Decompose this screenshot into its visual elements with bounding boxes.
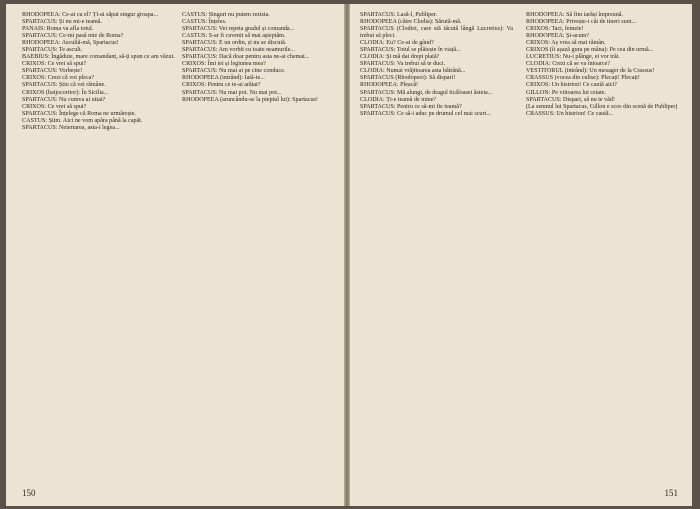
dialogue-line: VESTITORUL (intrând): Un mesager de la Crassus!	[526, 68, 655, 75]
dialogue-line: SPARTACUS: Neiertarea, asta-i legea...	[22, 124, 120, 131]
dialogue-line: CRIXOS: Ce vrei să spui?	[22, 61, 87, 68]
dialogue-line: CRIXOS: Ce vrei să spui?	[22, 103, 87, 110]
dialogue-line: PANAIS: Roma va afla totul.	[22, 26, 94, 33]
left-page	[6, 4, 344, 506]
right-page-column-1	[360, 12, 513, 118]
dialogue-line: SPARTACUS: Totul se plătește în viață...	[360, 47, 461, 54]
dialogue-line: SPARTACUS (Clodiei, care stă tăcută lângă Lucretius): Va trebui să pleci.	[360, 26, 513, 40]
dialogue-line: RHODOPEEA (intrând): Iată-te...	[182, 75, 265, 82]
dialogue-line: CRIXOS: Taci, femeie!	[526, 26, 584, 33]
left-page-column-2	[182, 12, 335, 104]
dialogue-line: CRASSUS (vocea din culise): Plecați! Plecați!	[526, 75, 640, 82]
right-page-number: 151	[664, 488, 678, 498]
dialogue-line: SPARTACUS: E un ordin, și nu se discută.	[182, 40, 287, 47]
dialogue-line: RHODOPEEA: Privește-i cât de tineri sunt...	[526, 19, 637, 26]
dialogue-line: CRIXOS: Un histrion! Ce caută aici?	[526, 82, 617, 89]
dialogue-line: CRIXOS: Îmi iei și legiunea mea?	[182, 61, 266, 68]
dialogue-line: CLODIA: Numai vrăjitoarea asta bătrână...	[360, 68, 466, 75]
dialogue-line: SPARTACUS: Dispari, să nu te văd!	[526, 96, 615, 103]
dialogue-line: CRIXOS: Pentru ce te-ai arătat?	[182, 82, 261, 89]
dialogue-line: RHODOPEEA: Ce-ai cu el? Ți-ai săpat singur groapa...	[22, 12, 159, 18]
dialogue-line: SPARTACUS: Va trebui să te duci.	[360, 61, 446, 68]
dialogue-line: SPARTACUS: Am vorbit cu toate neamurile...	[182, 47, 296, 54]
dialogue-line: RHODOPEEA: Ascultă-mă, Spartacus!	[22, 40, 119, 47]
dialogue-line: RHODOPEEA (către Clodia): Sărută-mă.	[360, 19, 462, 26]
dialogue-line: CRASSUS: Un histrion! Ce caută...	[526, 110, 614, 117]
dialogue-line: RHODOPEEA: Și-acum?	[526, 33, 590, 40]
dialogue-line: CASTUS: Știm. Aici ne vom apăra până la capăt.	[22, 117, 143, 124]
dialogue-line: SPARTACUS: Dacă doar pentru asta ne-ai chemat...	[182, 54, 310, 61]
dialogue-line: CRIXOS: Aș vrea să mai rămân.	[526, 40, 606, 47]
dialogue-line: SPARTACUS: Știu că vei rămâne.	[22, 82, 106, 89]
dialogue-line: SPARTACUS: Nu cumva ai uitat?	[22, 96, 106, 103]
right-page-column-2	[526, 12, 679, 118]
dialogue-line: CRIXOS (batjocoritor): În Sicilia...	[22, 89, 109, 96]
dialogue-line: SPARTACUS: Lasă-l, Publiper.	[360, 12, 438, 18]
dialogue-line: CRIXOS (îi așază gura pe mâna): Pe cea din urmă...	[526, 47, 654, 54]
left-page-column-1	[22, 12, 175, 132]
dialogue-line: SPARTACUS: Te ascult.	[22, 47, 83, 54]
dialogue-line: CASTUS: Singuri nu putem rezista.	[182, 12, 270, 18]
dialogue-line: GILLON: Pe viitoarea lui cetate.	[526, 89, 607, 96]
left-page-number: 150	[22, 488, 36, 498]
dialogue-line: SPARTACUS: Vei repeta gradul și comanda...	[182, 26, 295, 33]
dialogue-line: CLODIA: Și mă dai drept plată?	[360, 54, 440, 61]
dialogue-line: SPARTACUS: Nu mai ai pe cine conduce.	[182, 68, 286, 75]
dialogue-line: SPARTACUS: Ce-mi pasă mie de Roma?	[22, 33, 124, 40]
dialogue-line: RHODOPEEA: Să fim iarăși împreună.	[526, 12, 623, 18]
dialogue-line: CRIXOS: Crezi că voi pleca?	[22, 75, 95, 82]
dialogue-line: SPARTACUS: Mă alungi, de dragul ticăloasei ăsteia...	[360, 89, 493, 96]
dialogue-line: (La semnul lui Spartacus, Gillon e scos din scenă de Publiper)	[526, 103, 678, 110]
dialogue-line: CASTUS: Înțeles.	[182, 19, 227, 26]
dialogue-line: LUCRETIUS: Nu-i plânge, ei vor trăi.	[526, 54, 620, 61]
dialogue-line: SPARTACUS: Și nu mi-e teamă.	[22, 19, 103, 26]
dialogue-line: CASTUS: S-ar fi cuvenit să mai așteptăm.	[182, 33, 286, 40]
dialogue-line: SPARTACUS: Pentru ce să-mi fie teamă?	[360, 103, 462, 110]
dialogue-line: RHODOPEEA (aruncându-se la pieptul lui): Spartacus!	[182, 96, 318, 103]
dialogue-line: BAEBIUS: Îngăduie, mare comandant, să-ți spun ce am văzut.	[22, 54, 175, 61]
dialogue-line: SPARTACUS: Înțelege că Roma ne urmărește.	[22, 110, 137, 117]
dialogue-line: SPARTACUS: Vorbește!	[22, 68, 83, 75]
right-page	[350, 4, 692, 506]
dialogue-line: SPARTACUS: Nu mai pot. Nu mai pot...	[182, 89, 282, 96]
dialogue-line: SPARTACUS (Rhodopeei): Să dispari!	[360, 75, 456, 82]
dialogue-line: CLODIA: Crezi că se va întoarce?	[526, 61, 611, 68]
dialogue-line: CLODIA: Eu? Ce-ai de gând?	[360, 40, 434, 47]
dialogue-line: SPARTACUS: Ce să-i aduc pe drumul cel mai scurt...	[360, 110, 491, 117]
dialogue-line: CLODIA: Ți-e teamă de mine?	[360, 96, 437, 103]
dialogue-line: RHODOPEEA: Pleacă!	[360, 82, 419, 89]
